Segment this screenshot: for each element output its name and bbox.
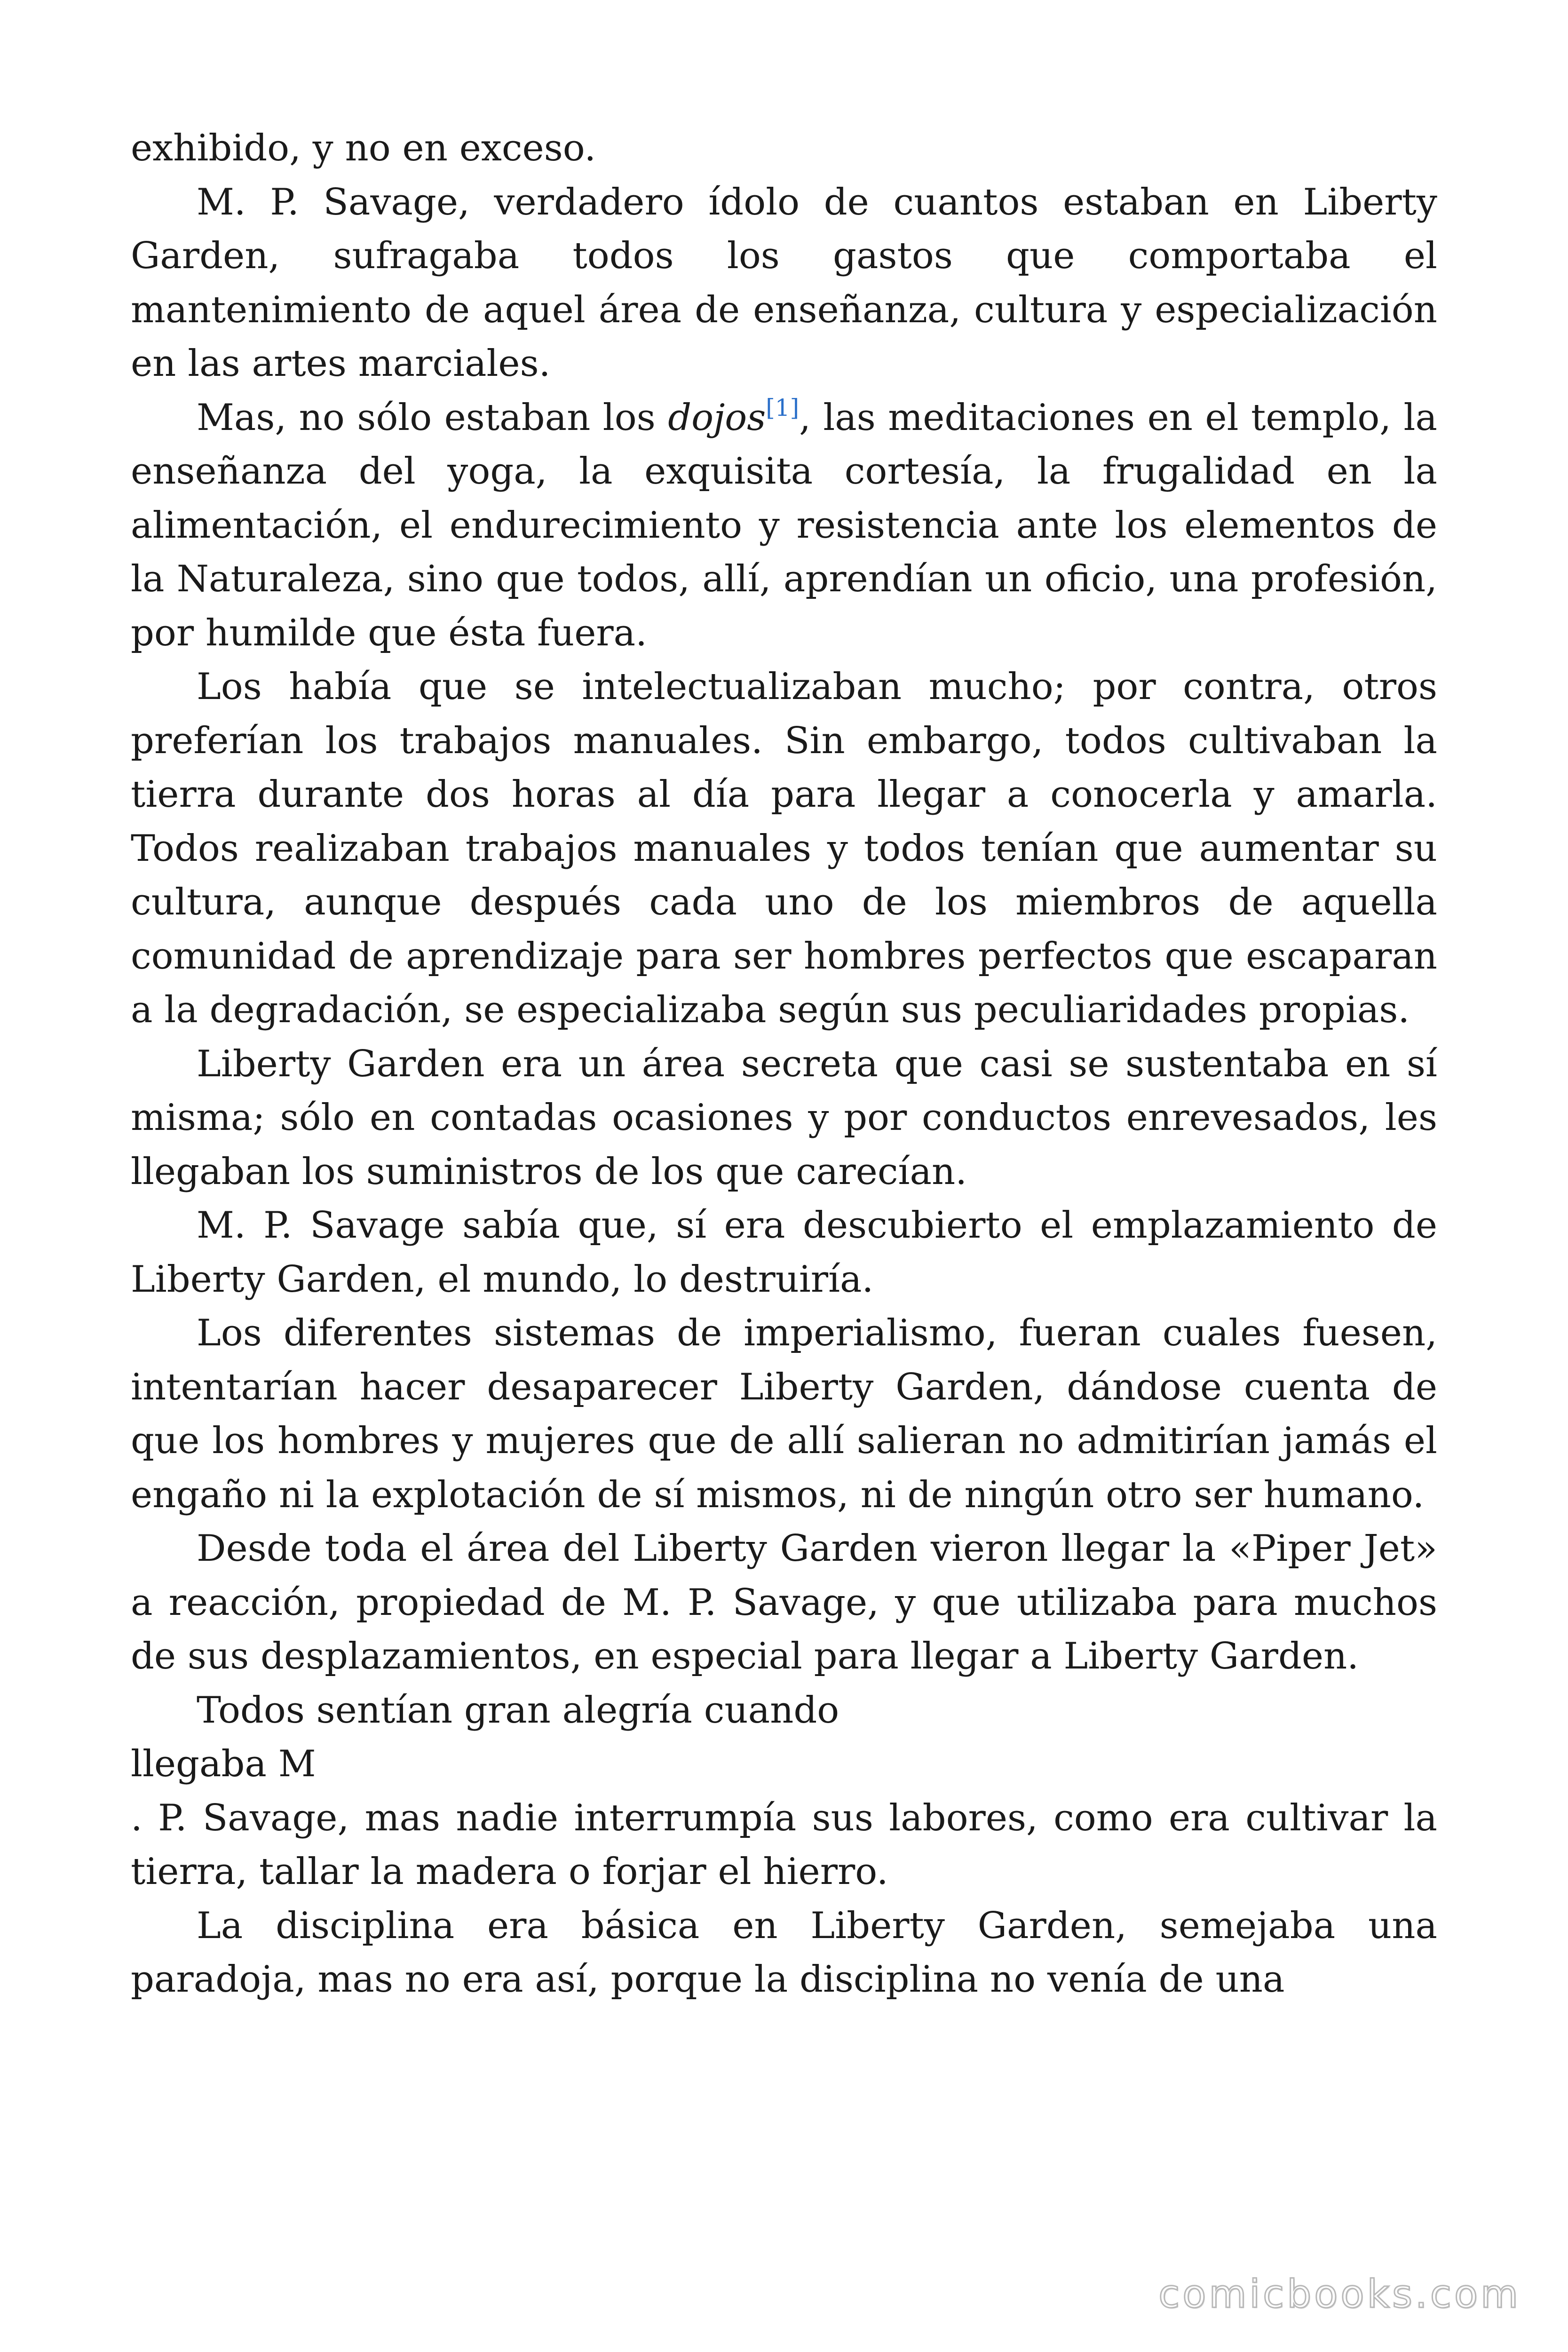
paragraph-discovery: M. P. Savage sabía que, sí era descubierto el emplazamiento de Liberty Garden, el mundo, lo destruiría.	[131, 1204, 1437, 1301]
paragraph-joy-fragment: Todos sentían gran alegría cuando	[197, 1689, 839, 1732]
paragraph-imperialism: Los diferentes sistemas de imperialismo, fueran cuales fuesen, intentarían hacer desaparecer Liberty Garden, dándose cuenta de que los hombres y mujeres que de allí salieran no admitirían jamás el engaño ni la explotación de sí mismos, ni de ningún otro ser humano.	[131, 1312, 1437, 1516]
paragraph-discipline: La disciplina era básica en Liberty Garden, semejaba una paradoja, mas no era así, porque la disciplina no venía de una	[131, 1904, 1437, 2001]
paragraph-savage-funding: M. P. Savage, verdadero ídolo de cuantos estaban en Liberty Garden, sufragaba todos los gastos que comportaba el mantenimiento de aquel área de enseñanza, cultura y especialización en las artes marciales.	[131, 181, 1437, 385]
watermark-logo: comicbooks.com	[1158, 2272, 1521, 2317]
footnote-ref-1[interactable]: [1]	[766, 394, 800, 421]
paragraph-dojos	[131, 391, 1437, 660]
paragraph-dojos-lead: Mas, no sólo estaban los	[197, 396, 668, 439]
paragraph-piper-jet: Desde toda el área del Liberty Garden vieron llegar la «Piper Jet» a reacción, propiedad de M. P. Savage, y que utilizaba para muchos de sus desplazamientos, en especial para llegar a Liberty Garden.	[131, 1527, 1437, 1677]
paragraph-continuation: exhibido, y no en exceso.	[131, 127, 596, 169]
paragraph-dojos-rest: , las meditaciones en el templo, la enseñanza del yoga, la exquisita cortesía, la frugalidad en la alimentación, el endurecimiento y resistencia ante los elementos de la Naturaleza, sino que todos, allí, aprendían un oficio, una profesión, por humilde que ésta fuera.	[131, 396, 1437, 654]
paragraph-joy-fragment-2: llegaba M	[131, 1743, 316, 1785]
paragraph-secret-area: Liberty Garden era un área secreta que casi se sustentaba en sí misma; sólo en contadas ocasiones y por conductos enrevesados, les llegaban los suministros de los que carecían.	[131, 1042, 1437, 1193]
italic-term-dojos: dojos	[668, 396, 766, 439]
paragraph-joy-fragment-3: . P. Savage, mas nadie interrumpía sus labores, como era cultivar la tierra, tallar la madera o forjar el hierro.	[131, 1796, 1437, 1893]
body-text	[131, 121, 1437, 2007]
paragraph-intellectual-work: Los había que se intelectualizaban mucho; por contra, otros preferían los trabajos manuales. Sin embargo, todos cultivaban la tierra durante dos horas al día para llegar a conocerla y amarla. Todos realizaban trabajos manuales y todos tenían que aumentar su cultura, aunque después cada uno de los miembros de aquella comunidad de aprendizaje para ser hombres perfectos que escaparan a la degradación, se especializaba según sus peculiaridades propias.	[131, 666, 1437, 1031]
